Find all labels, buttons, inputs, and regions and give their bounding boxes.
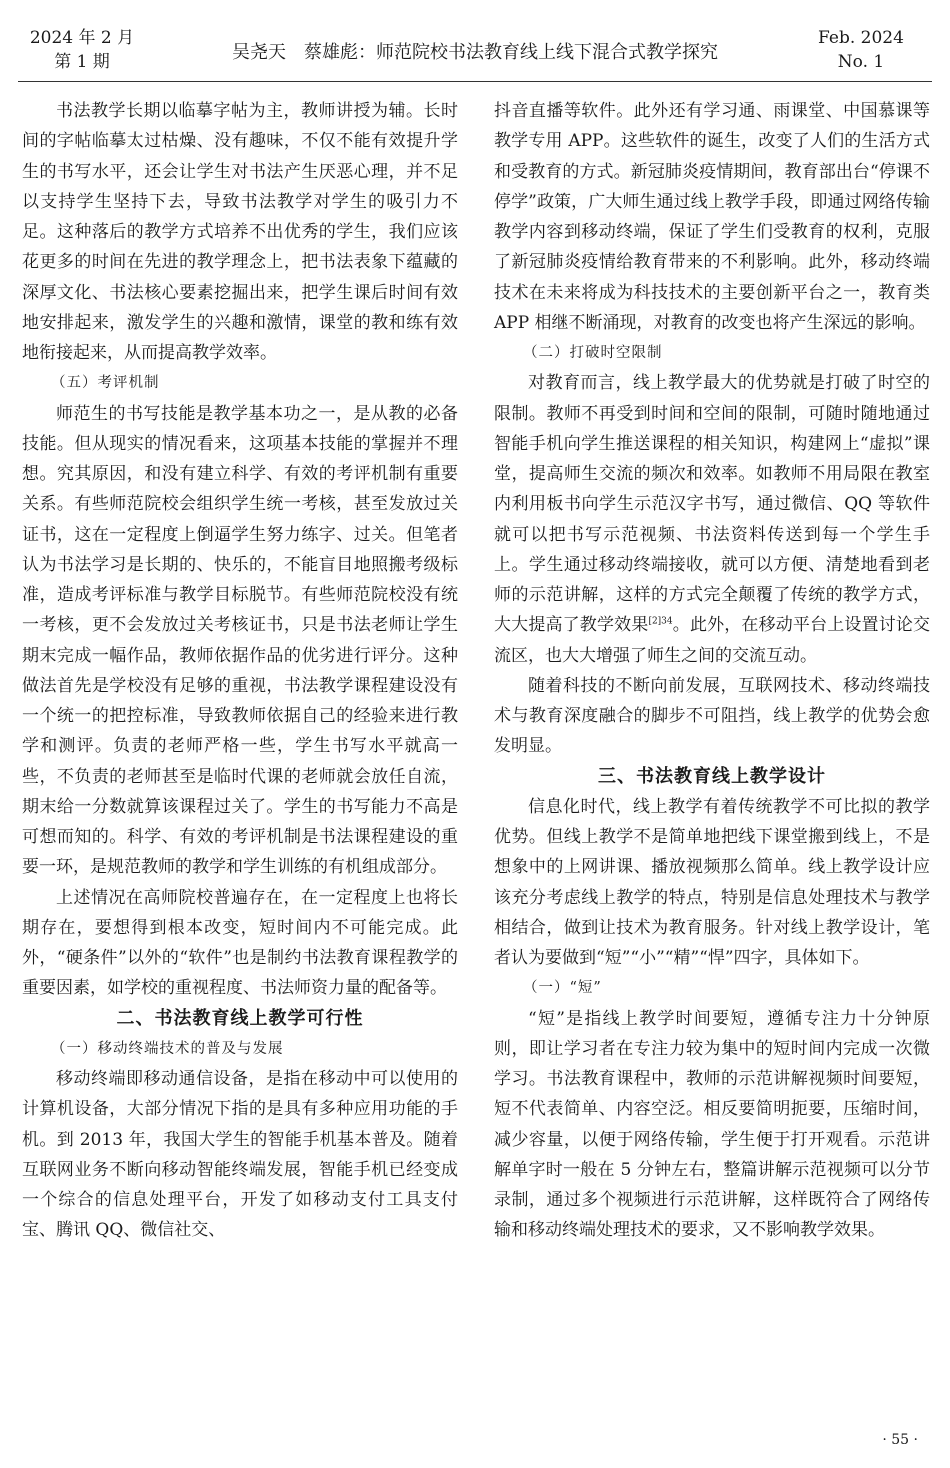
header-rule: [18, 81, 932, 82]
citation: [2]34: [648, 616, 673, 627]
subsection-heading: （五）考评机制: [51, 375, 160, 392]
section-heading: 三、书法教育线上教学设计: [598, 765, 826, 787]
header-issue-en: [806, 26, 916, 74]
paragraph: 抖音直播等软件。此外还有学习通、雨课堂、中国慕课等教学专用 APP。这些软件的诞生，改变了人们的生活方式和受教育的方式。新冠肺炎疫情期间，教育部出台“停课不停学”政策，广大师生通过线上教学手段，即通过网络传输教学内容到移动终端，保证了学生们受教育的权利，克服了新冠肺炎疫情给教育带来的不利影响。此外，移动终端技术在未来将成为科技技术的主要创新平台之一，教育类 APP 相继不断涌现，对教育的改变也将产生深远的影响。: [494, 101, 930, 333]
left-column: [22, 96, 458, 1246]
paragraph: 信息化时代，线上教学有着传统教学不可比拟的教学优势。但线上教学不是简单地把线下课堂搬到线上，不是想象中的上网讲课、播放视频那么简单。线上教学设计应该充分考虑线上教学的特点，特别是信息处理技术与教学相结合，做到让技术为教育服务。针对线上教学设计，笔者认为要做到“短”“小”“精”“悍”四字，具体如下。: [494, 796, 930, 968]
paragraph: “短”是指线上教学时间要短，遵循专注力十分钟原则，即让学习者在专注力较为集中的短时间内完成一次微学习。书法教育课程中，教师的示范讲解视频时间要短，短不代表简单、内容空泛。相反要简明扼要，压缩时间，减少容量，以便于网络传输，学生便于打开观看。示范讲解单字时一般在 5 分钟左右，整篇讲解示范视频可以分节录制，通过多个视频进行示范讲解，这样既符合了网络传输和移动终端处理技术的要求，又不影响教学效果。: [494, 1008, 930, 1241]
paragraph: 随着科技的不断向前发展，互联网技术、移动终端技术与教育深度融合的脚步不可阻挡，线上教学的优势会愈发明显。: [494, 675, 930, 757]
section-heading: 二、书法教育线上教学可行性: [116, 1007, 364, 1029]
page-number: · 55 ·: [882, 1432, 918, 1448]
header-issue-number-en: No. 1: [837, 52, 885, 72]
paragraph-text: 对教育而言，线上教学最大的优势就是打破了时空的限制。教师不再受到时间和空间的限制，可随时随地通过智能手机向学生推送课程的相关知识，构建网上“虚拟”课堂，提高师生交流的频次和效率。如教师不用局限在教室内利用板书向学生示范汉字书写，通过微信、QQ 等软件就可以把书写示范视频、书法资料传送到每一个学生手上。学生通过移动终端接收，就可以方便、清楚地看到老师的示范讲解，这样的方式完全颠覆了传统的教学方式，大大提高了教学效果: [494, 373, 930, 636]
header-month-en: Feb. 2024: [818, 28, 904, 48]
paragraph-text: 。此外，在移动平台上设置讨论交流区，也大大增强了师生之间的交流互动。: [494, 615, 931, 666]
paragraph: 书法教学长期以临摹字帖为主，教师讲授为辅。长时间的字帖临摹太过枯燥、没有趣味，不仅不能有效提升学生的书写水平，还会让学生对书法产生厌恶心理，并不足以支持学生坚持下去，导致书法教学对学生的吸引力不足。这种落后的教学方式培养不出优秀的学生，我们应该花更多的时间在先进的教学理念上，把书法表象下蕴藏的深厚文化、书法核心要素挖掘出来，把学生课后时间有效地安排起来，激发学生的兴趣和激情，课堂的教和练有效地衔接起来，从而提高教学效率。: [22, 101, 458, 363]
paragraph: 上述情况在高师院校普遍存在，在一定程度上也将长期存在，要想得到根本改变，短时间内不可能完成。此外，“硬条件”以外的“软件”也是制约书法教育课程教学的重要因素，如学校的重视程度、书法师资力量的配备等。: [22, 887, 458, 999]
subsection-heading: （一）“短”: [523, 980, 602, 997]
header-article-title: 吴尧天 蔡雄彪：师范院校书法教育线上线下混合式教学探究: [232, 42, 718, 63]
header-issue-number-cn: 第 1 期: [54, 52, 110, 72]
paragraph: 移动终端即移动通信设备，是指在移动中可以使用的计算机设备，大部分情况下指的是具有多种应用功能的手机。到 2013 年，我国大学生的智能手机基本普及。随着互联网业务不断向移动智能终端发展，智能手机已经变成一个综合的信息处理平台，开发了如移动支付工具支付宝、腾讯 QQ、微信社交、: [22, 1069, 458, 1241]
right-column: [494, 96, 930, 1246]
header-issue-cn: [22, 26, 142, 74]
paragraph: [494, 368, 930, 671]
subsection-heading: （二）打破时空限制: [523, 345, 663, 361]
running-header: [0, 0, 950, 84]
paragraph: 师范生的书写技能是教学基本功之一，是从教的必备技能。但从现实的情况看来，这项基本技能的掌握并不理想。究其原因，和没有建立科学、有效的考评机制有重要关系。有些师范院校会组织学生统一考核，甚至发放过关证书，这在一定程度上倒逼学生努力练字、过关。但笔者认为书法学习是长期的、快乐的，不能盲目地照搬考级标准，造成考评标准与教学目标脱节。有些师范院校没有统一考核，更不会发放过关考核证书，只是书法老师让学生期末完成一幅作品，教师依据作品的优劣进行评分。这种做法首先是学校没有足够的重视，书法教学课程建设没有一个统一的把控标准，导致教师依据自己的经验来进行教学和测评。负责的老师严格一些，学生书写水平就高一些，不负责的老师甚至是临时代课的老师就会放任自流，期末给一分数就算该课程过关了。学生的书写能力不高是可想而知的。科学、有效的考评机制是书法课程建设的重要一环，是规范教师的教学和学生训练的有机组成部分。: [22, 403, 458, 878]
header-year-month: 2024 年 2 月: [29, 28, 135, 48]
subsection-heading: （一）移动终端技术的普及与发展: [51, 1040, 284, 1057]
